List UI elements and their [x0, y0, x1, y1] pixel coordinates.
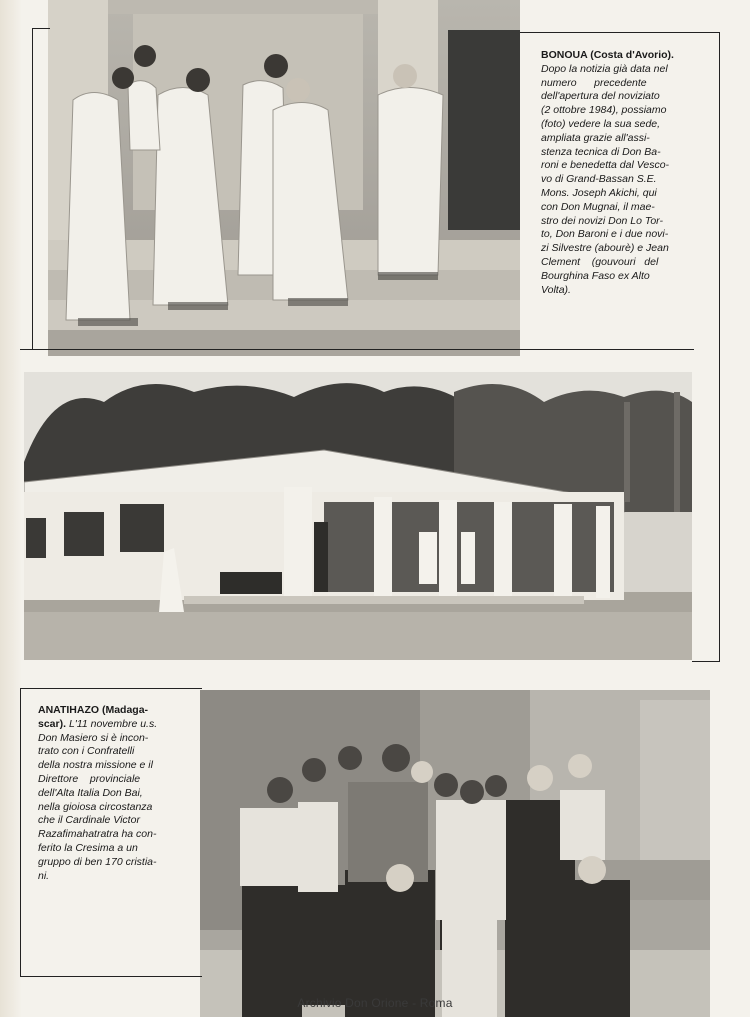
- caption-bonoua-line: vo di Grand-Bassan S.E.: [541, 173, 657, 186]
- photo-bonoua-group-image: [48, 0, 520, 356]
- caption-anatihazo-line: trato con i Confratelli: [38, 745, 135, 758]
- frame-line-top-right: [520, 32, 719, 33]
- caption-anatihazo-line: Direttore provinciale: [38, 772, 141, 785]
- photo-anatihazo-group-image: [200, 690, 710, 1017]
- caption-bonoua-line: dell'apertura del noviziato: [541, 90, 660, 103]
- archive-watermark: Archivio Don Orione - Roma: [297, 996, 453, 1010]
- frame-line-top-left: [32, 28, 50, 29]
- caption-anatihazo-line: gruppo di ben 170 cristia-: [38, 855, 157, 868]
- caption-bonoua-line: (2 ottobre 1984), possiamo: [541, 104, 667, 117]
- caption-bonoua: [541, 49, 728, 297]
- frame-line-right-bottom: [692, 661, 720, 662]
- caption-bonoua-line: to, Don Baroni e i due novi-: [541, 228, 669, 241]
- caption-anatihazo-heading: ANATIHAZO (Madaga-: [38, 704, 149, 716]
- frame-line-caption3-bottom: [20, 976, 202, 977]
- caption-anatihazo-line: che il Cardinale Victor: [38, 814, 140, 827]
- caption-bonoua-line: Clement (gouvouri del: [541, 255, 659, 268]
- caption-anatihazo-line: ferito la Cresima a un: [38, 841, 138, 854]
- frame-line-left-upper: [32, 28, 33, 350]
- caption-bonoua-line: Volta).: [541, 283, 571, 296]
- caption-bonoua-line: Mons. Joseph Akichi, qui: [541, 186, 657, 199]
- caption-anatihazo-line: della nostra missione e il: [38, 759, 153, 772]
- caption-bonoua-heading: BONOUA (Costa d'Avorio).: [541, 49, 674, 61]
- caption-anatihazo-heading-cont: scar).: [38, 717, 67, 730]
- caption-anatihazo-line: dell'Alta Italia Don Bai,: [38, 786, 143, 799]
- caption-anatihazo: [38, 704, 183, 883]
- caption-bonoua-line: numero precedente: [541, 76, 647, 89]
- caption-bonoua-line: ampliata grazie all'assi-: [541, 131, 650, 144]
- caption-anatihazo-line: Razafimahatratra ha con-: [38, 828, 157, 841]
- caption-bonoua-line: (foto) vedere la sua sede,: [541, 117, 661, 130]
- frame-line-mid-horizontal: [20, 349, 694, 350]
- caption-anatihazo-line: ni.: [38, 869, 50, 882]
- photo-bonoua-group: [48, 0, 520, 356]
- caption-bonoua-line: stro dei novizi Don Lo Tor-: [541, 214, 663, 227]
- photo-novitiate-building-image: [24, 372, 692, 660]
- caption-anatihazo-line: Don Masiero si è incon-: [38, 731, 149, 744]
- photo-novitiate-building: [24, 372, 692, 660]
- frame-line-caption3-left: [20, 688, 21, 976]
- caption-bonoua-line: stenza tecnica di Don Ba-: [541, 145, 661, 158]
- caption-anatihazo-line: [38, 718, 183, 732]
- caption-anatihazo-line: nella gioiosa circostanza: [38, 800, 153, 813]
- page-edge-shadow: [0, 0, 22, 1017]
- caption-bonoua-line: Bourghina Faso ex Alto: [541, 269, 650, 282]
- caption-bonoua-line: zi Silvestre (abourè) e Jean: [541, 242, 669, 255]
- photo-anatihazo-group: [200, 690, 710, 1017]
- caption-bonoua-line: roni e benedetta dal Vesco-: [541, 159, 670, 172]
- caption-anatihazo-date: L'11 novembre u.s.: [66, 717, 158, 730]
- caption-bonoua-line: con Don Mugnai, il mae-: [541, 200, 655, 213]
- caption-bonoua-line: Dopo la notizia già data nel: [541, 62, 668, 75]
- frame-line-caption3-top: [20, 688, 202, 689]
